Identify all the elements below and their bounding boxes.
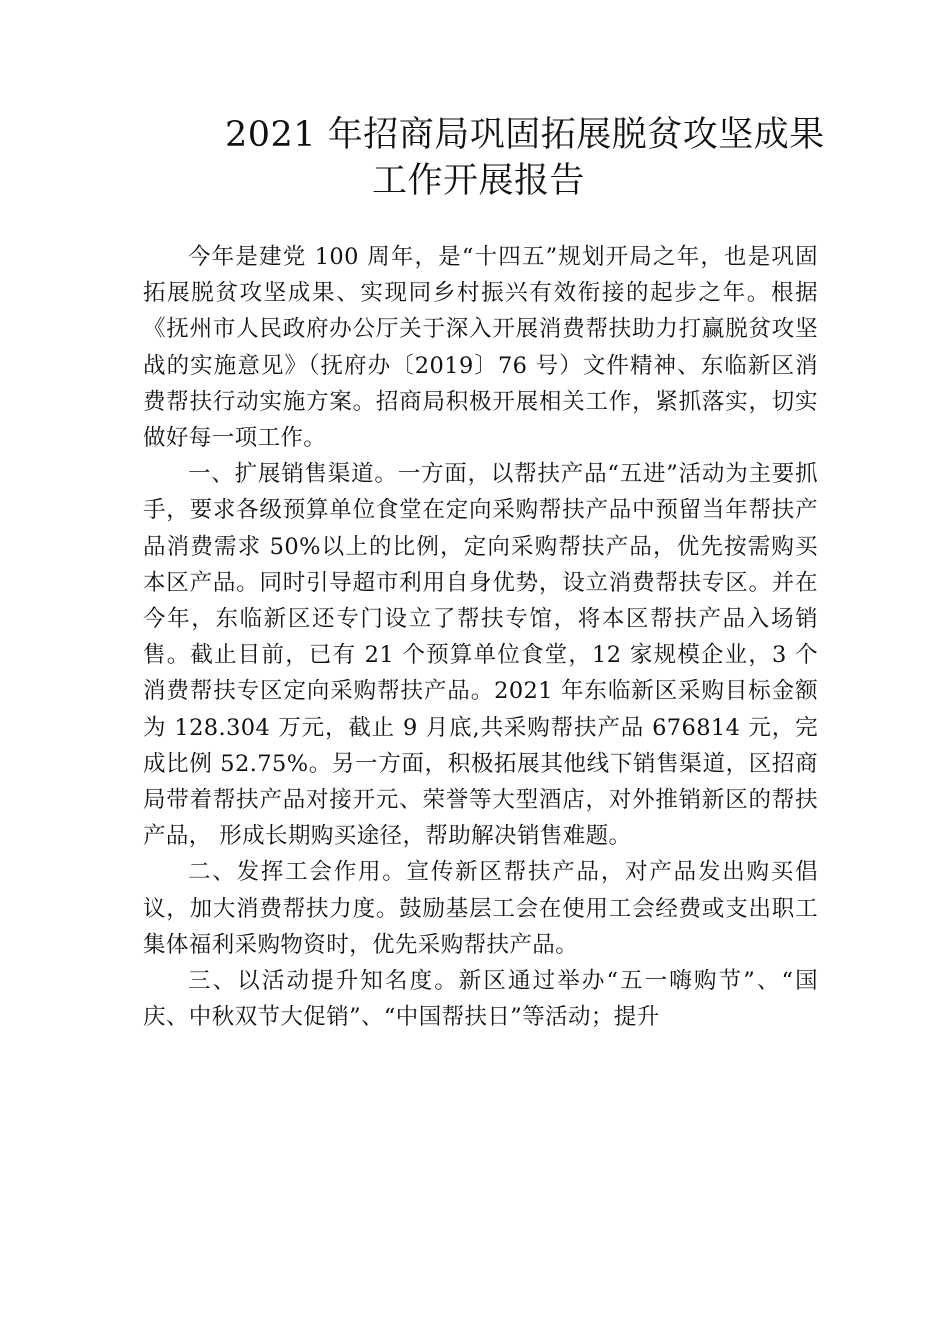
title-line-2: 工作开展报告 [372,161,586,201]
paragraph-intro: 今年是建党 100 周年，是“十四五”规划开局之年，也是巩固拓展脱贫攻坚成果、实现同乡村振兴有效衔接的起步之年。根据《抚州市人民政府办公厅关于深入开展消费帮扶助力打赢脱贫攻坚战的实施意见》（抚府办〔2019〕76 号）文件精神、东临新区消费帮扶行动实施方案。招商局积极开展相关工作，紧抓落实，切实做好每一项工作。 [143,244,818,452]
title-line-1: 2021 年招商局巩固拓展脱贫攻坚成果 [225,115,825,155]
document-title [140,112,840,204]
paragraph-section-3: 三、以活动提升知名度。新区通过举办“五一嗨购节”、“国庆、中秋双节大促销”、“中国帮扶日”等活动；提升 [143,968,818,1031]
paragraph-section-2: 二、发挥工会作用。宣传新区帮扶产品，对产品发出购买倡议，加大消费帮扶力度。鼓励基层工会在使用工会经费或支出职工集体福利采购物资时，优先采购帮扶产品。 [143,859,818,958]
document-body [143,239,818,1035]
paragraph-section-1: 一、扩展销售渠道。一方面，以帮扶产品“五进”活动为主要抓手，要求各级预算单位食堂在定向采购帮扶产品中预留当年帮扶产品消费需求 50%以上的比例，定向采购帮扶产品，优先按需购买本区产品。同时引导超市利用自身优势，设立消费帮扶专区。并在今年，东临新区还专门设立了帮扶专馆，将本区帮扶产品入场销售。截止目前，已有 21 个预算单位食堂，12 家规模企业，3 个消费帮扶专区定向采购帮扶产品。2021 年东临新区采购目标金额为 128.304 万元，截止 9 月底,共采购帮扶产品 676814 元，完成比例 52.75%。另一方面，积极拓展其他线下销售渠道，区招商局带着帮扶产品对接开元、荣誉等大型酒店，对外推销新区的帮扶产品， 形成长期购买途径，帮助解决销售难题。 [143,461,818,850]
